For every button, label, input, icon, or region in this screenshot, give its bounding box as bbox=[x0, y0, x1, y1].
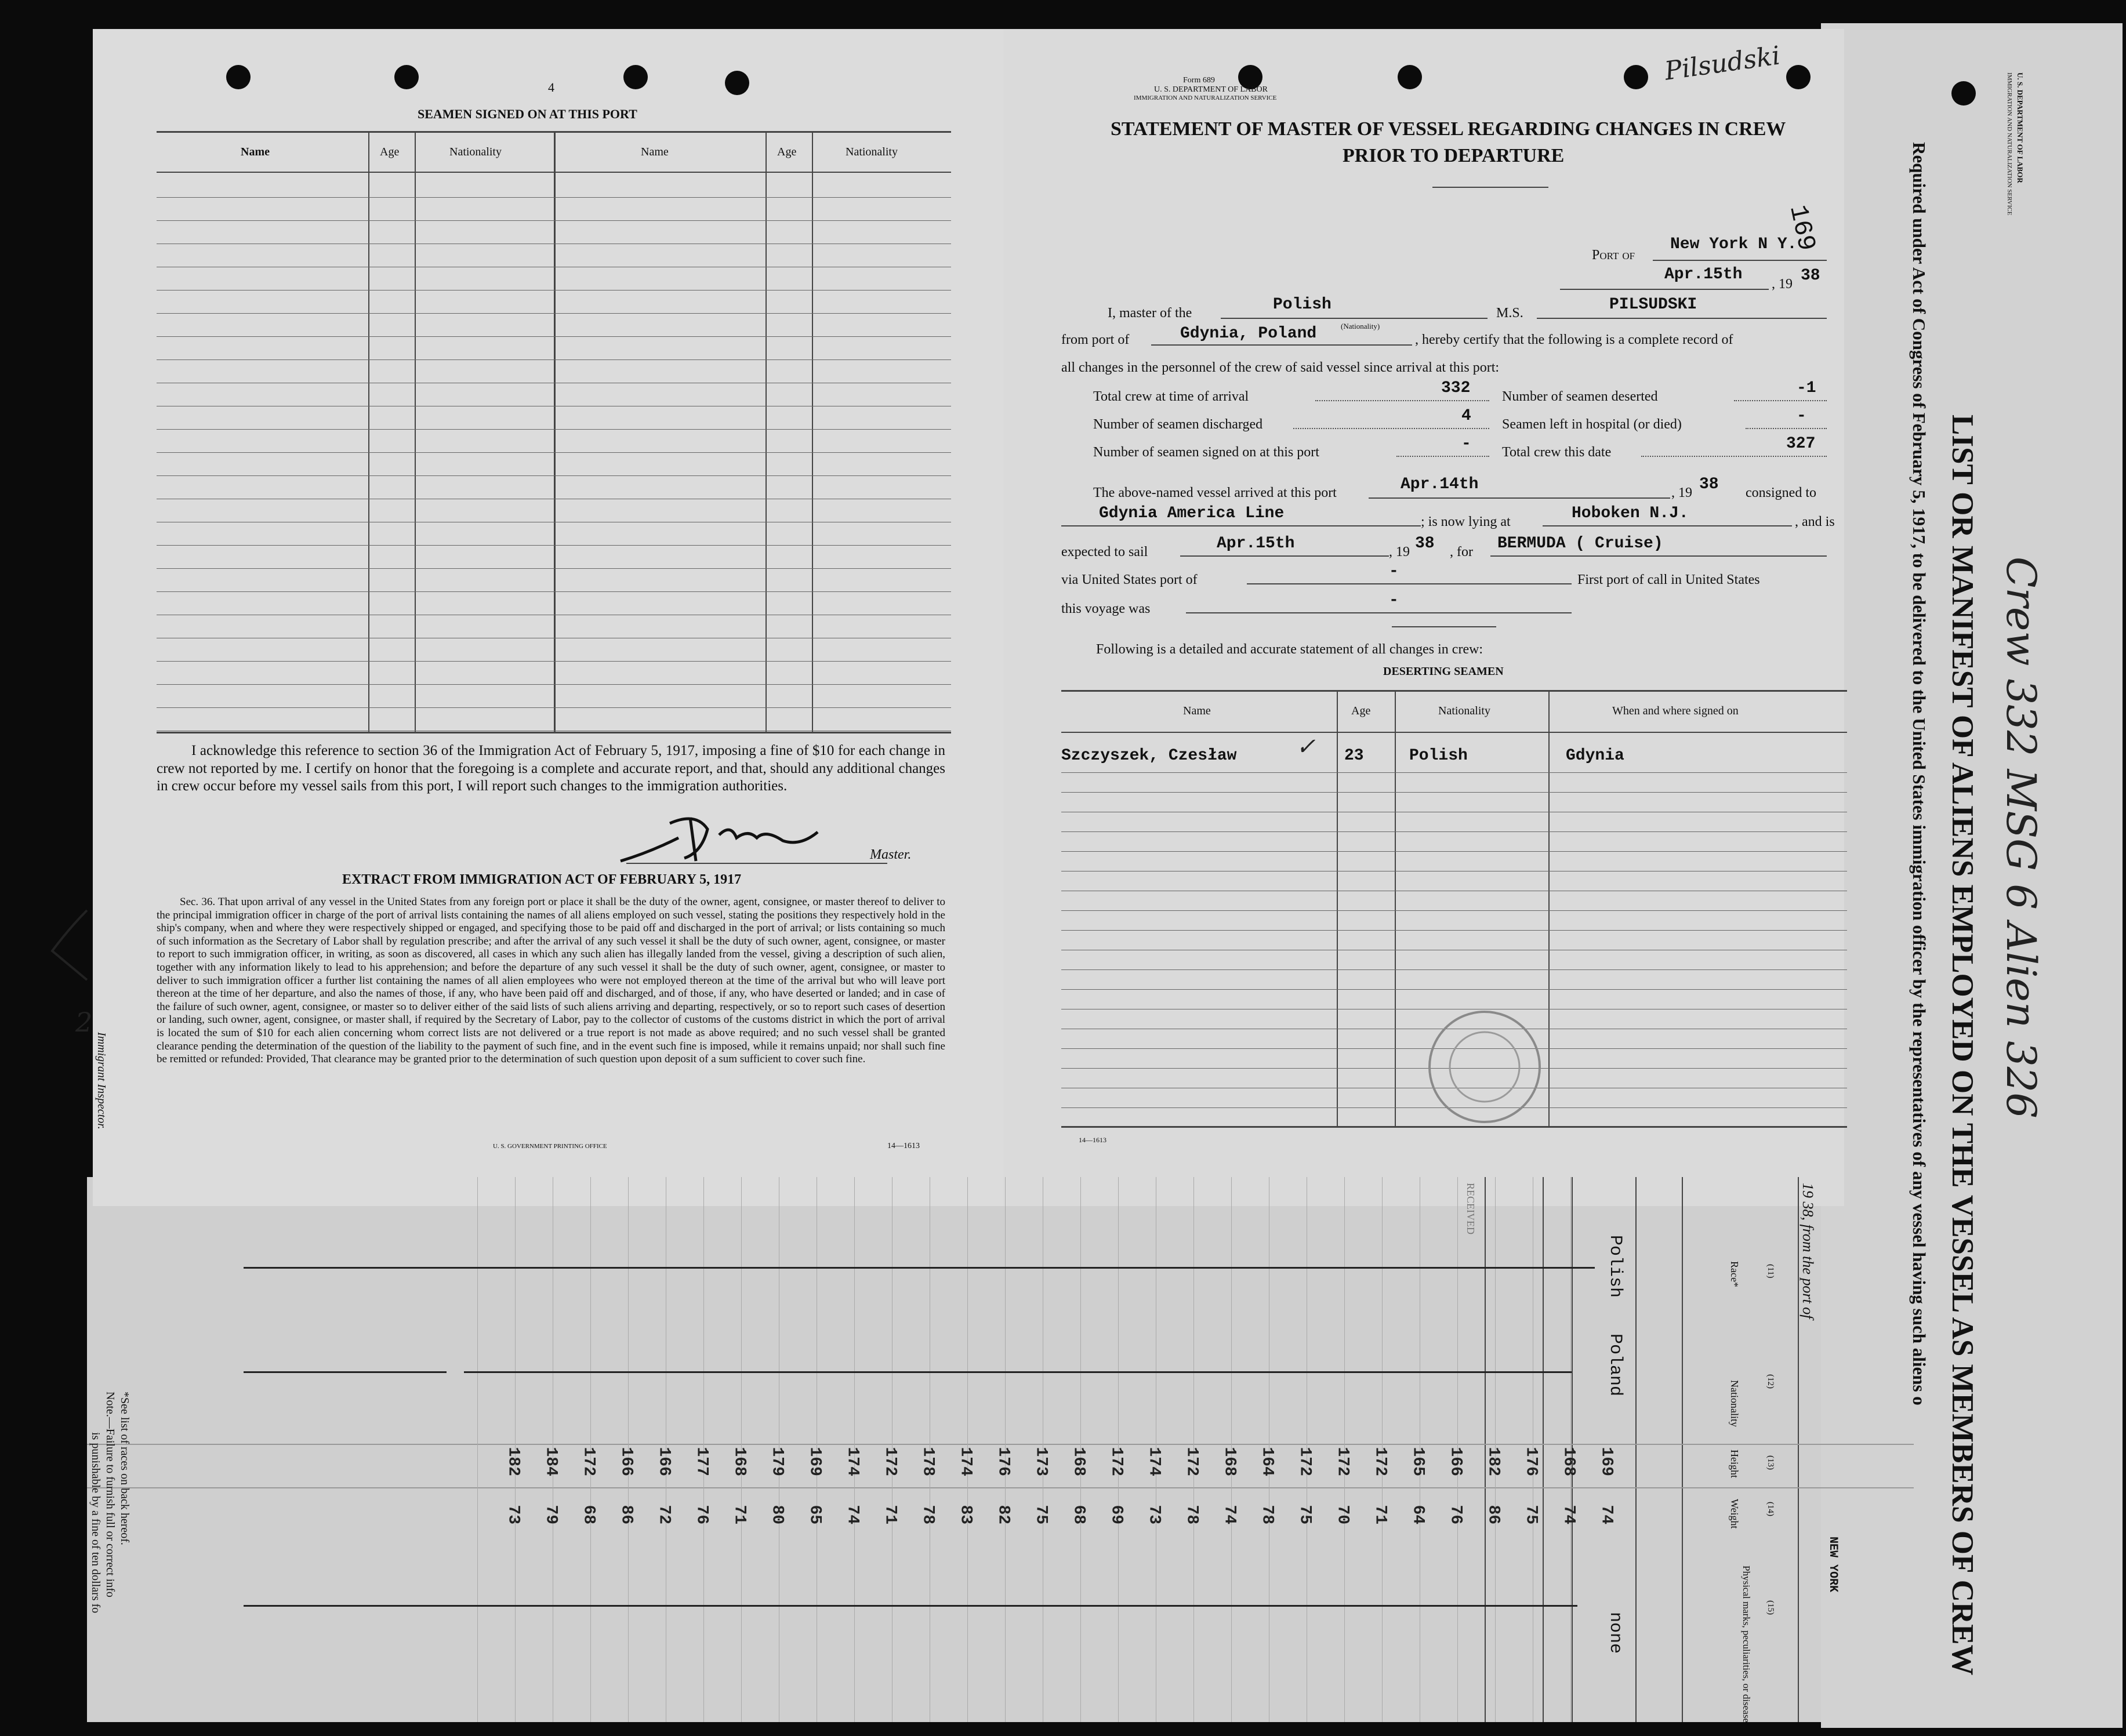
deserted-value: -1 bbox=[1797, 379, 1816, 397]
height-value: 168 bbox=[1220, 1447, 1239, 1476]
height-value: 172 bbox=[1296, 1447, 1314, 1476]
vessel-type: M.S. bbox=[1496, 306, 1523, 321]
ditto-line-nat-a bbox=[244, 1371, 447, 1373]
weight-value: 75 bbox=[1296, 1505, 1314, 1525]
strip-service: IMMIGRATION AND NATURALIZATION SERVICE bbox=[2006, 72, 2013, 216]
height-value: 182 bbox=[504, 1447, 523, 1476]
table-rule bbox=[157, 452, 951, 453]
table-rule bbox=[1061, 772, 1847, 773]
table-rule bbox=[157, 545, 951, 546]
deserter-name: Szczyszek, Czesław bbox=[1061, 747, 1237, 765]
height-value: 168 bbox=[1559, 1447, 1578, 1476]
lower-port-value: NEW YORK bbox=[1826, 1537, 1840, 1593]
changes-text: all changes in the personnel of the crew of said vessel since arrival at this port: bbox=[1061, 360, 1500, 375]
height-value: 174 bbox=[1145, 1447, 1163, 1476]
from-port-value: Gdynia, Poland bbox=[1180, 325, 1317, 343]
height-value: 177 bbox=[692, 1447, 711, 1476]
expected-label: expected to sail bbox=[1061, 544, 1148, 560]
faint-stamp bbox=[1415, 1003, 1554, 1131]
weight-value: 75 bbox=[1032, 1505, 1050, 1525]
grid-rule bbox=[477, 1177, 478, 1722]
department-label: U. S. DEPARTMENT OF LABOR bbox=[1154, 85, 1268, 94]
signed-on-heading: SEAMEN SIGNED ON AT THIS PORT bbox=[418, 107, 637, 121]
footnote-races: *See list of races on back hereof. bbox=[118, 1392, 131, 1545]
weight-value: 82 bbox=[994, 1505, 1013, 1525]
signed-label: Number of seamen signed on at this port bbox=[1093, 445, 1319, 460]
punch-hole bbox=[1398, 65, 1422, 89]
punch-hole bbox=[1786, 65, 1811, 89]
col-nationality: Nationality bbox=[1729, 1380, 1740, 1427]
table-rule bbox=[157, 591, 951, 592]
and-is-label: , and is bbox=[1795, 514, 1835, 529]
height-value: 182 bbox=[1484, 1447, 1503, 1476]
col-num-13: (13) bbox=[1766, 1455, 1775, 1470]
ditto-line-marks bbox=[244, 1605, 1577, 1607]
consigned-label: consigned to bbox=[1746, 485, 1816, 500]
weight-value: 78 bbox=[1258, 1505, 1276, 1525]
weight-value: 83 bbox=[956, 1505, 975, 1525]
table-rule bbox=[157, 684, 951, 685]
received-stamp: RECEIVED bbox=[1465, 1183, 1476, 1234]
weight-value: 80 bbox=[768, 1505, 786, 1525]
punch-hole bbox=[226, 65, 251, 89]
extract-heading: EXTRACT FROM IMMIGRATION ACT OF FEBRUARY 5, 1917 bbox=[342, 872, 742, 887]
weight-value: 86 bbox=[617, 1505, 636, 1525]
vessel-name: PILSUDSKI bbox=[1609, 296, 1697, 314]
weight-value: 74 bbox=[1220, 1505, 1239, 1525]
form-number: Form 689 bbox=[1183, 76, 1215, 85]
col-header-nationality-2: Nationality bbox=[846, 146, 898, 158]
col-marks: Physical marks, peculiarities, or disease bbox=[1741, 1566, 1752, 1723]
marks-value: none bbox=[1605, 1612, 1625, 1654]
punch-hole bbox=[623, 65, 648, 89]
weight-value: 79 bbox=[542, 1505, 560, 1525]
col-race: Race* bbox=[1729, 1261, 1740, 1287]
discharged-value: 4 bbox=[1461, 407, 1471, 425]
weight-value: 76 bbox=[692, 1505, 711, 1525]
table-rule bbox=[1061, 851, 1847, 852]
col-num-14: (14) bbox=[1766, 1502, 1775, 1516]
height-value: 176 bbox=[994, 1447, 1013, 1476]
table-rule bbox=[157, 313, 951, 314]
race-value: Polish bbox=[1605, 1235, 1625, 1298]
following-text: Following is a detailed and accurate statement of all changes in crew: bbox=[1096, 642, 1483, 657]
statement-title: STATEMENT OF MASTER OF VESSEL REGARDING CHANGES IN CREW bbox=[1111, 118, 1786, 140]
expected-year: 38 bbox=[1415, 535, 1435, 553]
table-rule bbox=[1061, 989, 1847, 990]
deserter-age: 23 bbox=[1344, 747, 1364, 765]
weight-value: 71 bbox=[881, 1505, 899, 1525]
weight-value: 65 bbox=[806, 1505, 824, 1525]
table-rule bbox=[1061, 831, 1847, 832]
footnote-fine: is punishable by a fine of ten dollars fo bbox=[89, 1432, 102, 1614]
height-value: 178 bbox=[919, 1447, 937, 1476]
weight-value: 75 bbox=[1522, 1505, 1540, 1525]
height-value: 165 bbox=[1409, 1447, 1427, 1476]
right-form-code: 14—1613 bbox=[1079, 1136, 1106, 1144]
discharged-label: Number of seamen discharged bbox=[1093, 417, 1263, 432]
voyage-value: - bbox=[1389, 591, 1399, 609]
height-value: 174 bbox=[843, 1447, 862, 1476]
certify-text: , hereby certify that the following is a complete record of bbox=[1415, 332, 1733, 347]
stamp-number: 169 bbox=[1783, 202, 1821, 254]
table-rule bbox=[1061, 930, 1847, 931]
arrived-value: Apr.14th bbox=[1401, 475, 1479, 493]
weight-value: 74 bbox=[1559, 1505, 1578, 1525]
first-port-label: First port of call in United States bbox=[1577, 572, 1760, 587]
statement-subtitle: PRIOR TO DEPARTURE bbox=[1343, 145, 1565, 166]
deserting-heading: DESERTING SEAMEN bbox=[1383, 665, 1504, 678]
height-value: 172 bbox=[1107, 1447, 1126, 1476]
inspector-label: Immigrant Inspector. bbox=[95, 1032, 108, 1130]
hospital-label: Seamen left in hospital (or died) bbox=[1502, 417, 1682, 432]
weight-value: 78 bbox=[1182, 1505, 1201, 1525]
total-arrival-label: Total crew at time of arrival bbox=[1093, 389, 1249, 404]
des-col-name: Name bbox=[1183, 704, 1211, 717]
total-date-label: Total crew this date bbox=[1502, 445, 1612, 460]
total-date-value: 327 bbox=[1786, 435, 1816, 453]
master-of-label: I, master of the bbox=[1108, 306, 1192, 321]
nationality-value: Polish bbox=[1273, 296, 1332, 314]
ditto-line-nat-b bbox=[464, 1371, 1572, 1373]
manifest-title: LIST OR MANIFEST OF ALIENS EMPLOYED ON THE VESSEL AS MEMBERS OF CREW bbox=[1946, 415, 1979, 1676]
col-header-age: Age bbox=[380, 146, 400, 158]
des-col-age: Age bbox=[1351, 704, 1371, 717]
weight-value: 78 bbox=[919, 1505, 937, 1525]
signed-value: - bbox=[1461, 435, 1471, 453]
col-weight: Weight bbox=[1729, 1499, 1740, 1529]
height-value: 176 bbox=[1522, 1447, 1540, 1476]
col-header-nationality: Nationality bbox=[449, 146, 502, 158]
deserted-label: Number of seamen deserted bbox=[1502, 389, 1658, 404]
extract-text: Sec. 36. That upon arrival of any vessel in the United States from any foreign port or place it shall be the duty of the owner, agent, consignee, or master thereof to deliver to the principal immigration officer in charge of the port of arrival lists containing the names of all aliens employed on such vessel, stating the positions they respectively hold in the ship's company, when and where they were respectively shipped or engaged, and specifying those to be paid off and discharged in the port of arrival; or lists containing so much of such information as the Secretary of Labor shall by regulation prescribe; and after the arrival of any such vessel it shall be the duty of such owner, agent, consignee, or master to report to such immigration officer, in writing, as soon as discovered, all cases in which any such alien has illegally landed from the vessel, giving a description of such alien, together with any information likely to lead to his apprehension; and before the departure of any such vessel it shall be the duty of such owner, agent, consignee, or master to deliver to such immigration officer a further list containing the names of all alien employees who were not employed thereon at the time of the arrival but who will leave port thereon at the time of her departure, and also the names of those, if any, who have been paid off and discharged, and of those, if any, who have deserted or landed; and in case of the failure of such owner, agent, consignee, or master so to deliver either of the said lists of such aliens arriving and departing, respectively, or so to report such cases of desertion or landing, such owner, agent, consignee, or master shall, if required by the Secretary of Labor, pay to the collector of customs of the customs district in which the port of arrival is located the sum of $10 for each alien concerning whom correct lists are not delivered or a true report is not made as above required; and no such vessel shall be granted clearance pending the determination of the question of the liability to the payment of such fine, and in the event such fine is imposed, while it remains unpaid; nor shall such fine be remitted or refunded: Provided, That clearance may be granted prior to the determination of such question upon deposit of a sum sufficient to cover such fine. bbox=[157, 896, 945, 1066]
height-value: 172 bbox=[579, 1447, 598, 1476]
port-label: Port of bbox=[1592, 248, 1635, 263]
table-rule bbox=[157, 220, 951, 221]
total-arrival-value: 332 bbox=[1441, 379, 1471, 397]
weight-value: 68 bbox=[1069, 1505, 1088, 1525]
destination-value: BERMUDA ( Cruise) bbox=[1497, 535, 1663, 553]
weight-value: 68 bbox=[579, 1505, 598, 1525]
arrived-year: 38 bbox=[1699, 475, 1719, 493]
service-label: IMMIGRATION AND NATURALIZATION SERVICE bbox=[1134, 95, 1277, 101]
strip-department: U. S. DEPARTMENT OF LABOR bbox=[2016, 72, 2025, 183]
weight-value: 72 bbox=[655, 1505, 673, 1525]
height-value: 169 bbox=[806, 1447, 824, 1476]
col-num-15: (15) bbox=[1766, 1600, 1775, 1615]
margin-number: 2 bbox=[75, 1007, 93, 1038]
height-value: 179 bbox=[768, 1447, 786, 1476]
table-rule bbox=[157, 197, 951, 198]
height-value: 169 bbox=[1597, 1447, 1616, 1476]
table-rule bbox=[157, 568, 951, 569]
consignee-value: Gdynia America Line bbox=[1099, 504, 1285, 522]
col-num-12: (12) bbox=[1766, 1374, 1775, 1389]
table-rule bbox=[1061, 792, 1847, 793]
table-rule bbox=[1061, 969, 1847, 970]
page-number: 4 bbox=[548, 80, 554, 95]
handwritten-crew-note: Crew 332 MSG 6 Alien 326 bbox=[1997, 557, 2045, 1118]
via-value: - bbox=[1389, 562, 1399, 580]
table-rule bbox=[157, 336, 951, 337]
punch-hole bbox=[394, 65, 419, 89]
col-header-name: Name bbox=[241, 146, 270, 158]
from-port-label: from port of bbox=[1061, 332, 1130, 347]
height-value: 172 bbox=[1182, 1447, 1201, 1476]
weight-value: 86 bbox=[1484, 1505, 1503, 1525]
footnote-note: Note.—Failure to furnish full or correct info bbox=[104, 1392, 117, 1597]
handwritten-vessel-name: Pilsudski bbox=[1663, 41, 1782, 86]
height-value: 166 bbox=[655, 1447, 673, 1476]
weight-value: 71 bbox=[1371, 1505, 1389, 1525]
port-value: New York N Y. bbox=[1670, 235, 1797, 253]
year-prefix: , 19 bbox=[1772, 277, 1793, 292]
check-mark: ✓ bbox=[1296, 733, 1316, 760]
hospital-value: - bbox=[1797, 407, 1806, 425]
punch-hole bbox=[725, 71, 749, 95]
weight-value: 64 bbox=[1409, 1505, 1427, 1525]
deserter-signed-on: Gdynia bbox=[1566, 747, 1624, 765]
height-value: 164 bbox=[1258, 1447, 1276, 1476]
printer-line: U. S. GOVERNMENT PRINTING OFFICE bbox=[493, 1143, 607, 1150]
table-rule bbox=[157, 359, 951, 360]
weight-value: 70 bbox=[1333, 1505, 1352, 1525]
punch-hole bbox=[1951, 81, 1976, 106]
height-value: 172 bbox=[881, 1447, 899, 1476]
master-label: Master. bbox=[870, 847, 912, 862]
table-rule bbox=[157, 707, 951, 708]
deserter-nationality: Polish bbox=[1409, 747, 1468, 765]
height-value: 166 bbox=[1446, 1447, 1465, 1476]
height-value: 172 bbox=[1333, 1447, 1352, 1476]
lying-value: Hoboken N.J. bbox=[1572, 504, 1689, 522]
col-header-age-2: Age bbox=[777, 146, 797, 158]
lying-label: ; is now lying at bbox=[1421, 514, 1511, 529]
via-label: via United States port of bbox=[1061, 572, 1198, 587]
col-num-11: (11) bbox=[1766, 1264, 1775, 1279]
weight-value: 73 bbox=[1145, 1505, 1163, 1525]
expected-year-prefix: , 19 bbox=[1389, 544, 1410, 560]
margin-mark bbox=[41, 905, 99, 986]
weight-value: 74 bbox=[843, 1505, 862, 1525]
arrived-year-prefix: , 19 bbox=[1671, 485, 1692, 500]
nationality-caption: (Nationality) bbox=[1341, 322, 1380, 331]
table-rule bbox=[157, 661, 951, 662]
act-text: Required under Act of Congress of February 5, 1917, to be delivered to the United States immigration officer by the representatives of any vessel having such aliens o bbox=[1909, 142, 1929, 1405]
weight-value: 71 bbox=[730, 1505, 749, 1525]
height-value: 184 bbox=[542, 1447, 560, 1476]
acknowledgement-text: I acknowledge this reference to section 36 of the Immigration Act of February 5, 1917, imposing a fine of $10 for each change in crew not reported by me. I certify on honor that the foregoing is a complete and accurate report, and that, should any additional changes in crew occur before my vessel sails from this port, I will report such changes to the immigration authorities. bbox=[157, 743, 945, 794]
des-col-nationality: Nationality bbox=[1438, 704, 1490, 717]
weight-value: 74 bbox=[1597, 1505, 1616, 1525]
date-value: Apr.15th bbox=[1664, 266, 1743, 284]
year-value: 38 bbox=[1801, 267, 1820, 285]
weight-value: 73 bbox=[504, 1505, 523, 1525]
des-col-signed: When and where signed on bbox=[1612, 704, 1739, 717]
table-rule bbox=[1061, 910, 1847, 911]
height-value: 173 bbox=[1032, 1447, 1050, 1476]
col-height: Height bbox=[1729, 1450, 1740, 1478]
height-value: 174 bbox=[956, 1447, 975, 1476]
col-header-name-2: Name bbox=[641, 146, 669, 158]
lower-nationality-value: Poland bbox=[1605, 1334, 1625, 1397]
punch-hole bbox=[1624, 65, 1648, 89]
height-value: 168 bbox=[730, 1447, 749, 1476]
weight-value: 76 bbox=[1446, 1505, 1465, 1525]
table-rule bbox=[157, 475, 951, 476]
for-label: , for bbox=[1450, 544, 1473, 560]
master-signature bbox=[615, 806, 858, 870]
weight-value: 69 bbox=[1107, 1505, 1126, 1525]
height-value: 166 bbox=[617, 1447, 636, 1476]
height-value: 172 bbox=[1371, 1447, 1389, 1476]
ditto-line-race bbox=[244, 1267, 1595, 1269]
voyage-label: this voyage was bbox=[1061, 601, 1151, 616]
left-form-code: 14—1613 bbox=[887, 1142, 920, 1150]
lower-port-line: 19 38, from the port of bbox=[1800, 1183, 1816, 1319]
height-value: 168 bbox=[1069, 1447, 1088, 1476]
arrived-label: The above-named vessel arrived at this port bbox=[1093, 485, 1337, 500]
expected-value: Apr.15th bbox=[1217, 535, 1295, 553]
table-rule bbox=[157, 429, 951, 430]
